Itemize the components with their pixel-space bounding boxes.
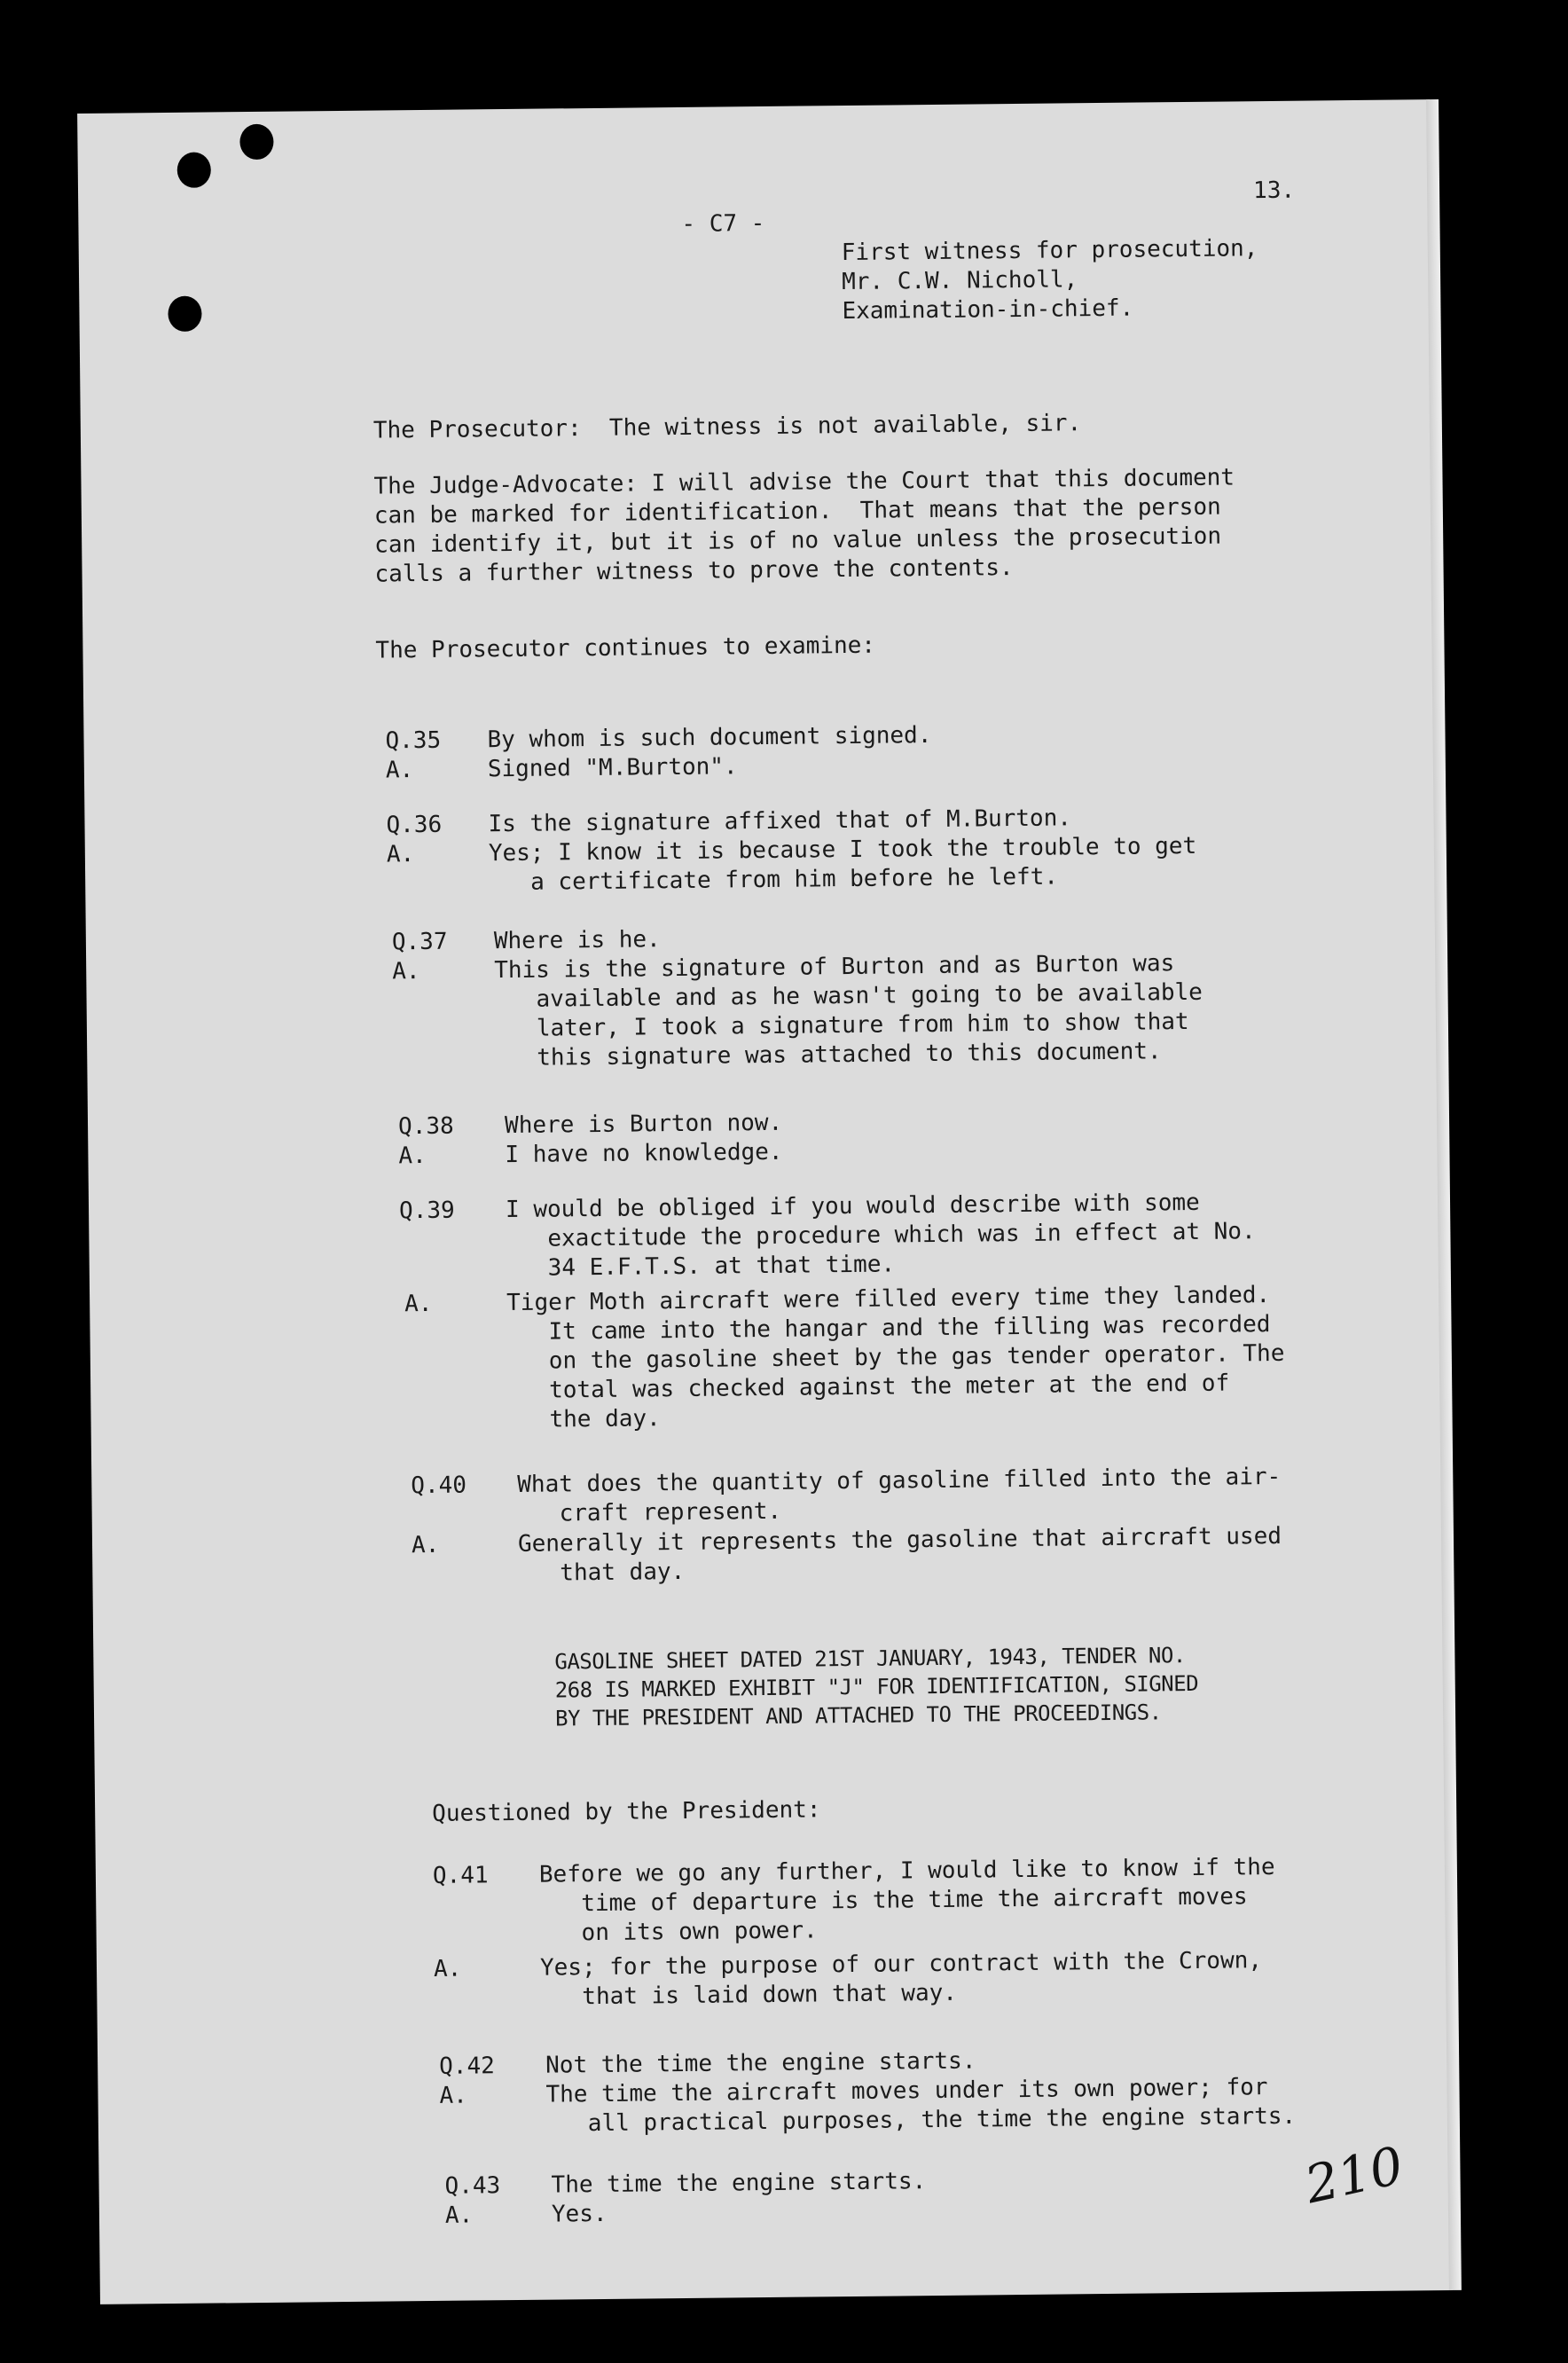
q-text: exactitude the procedure which was in effect at No. bbox=[506, 1218, 1256, 1253]
exhibit-line: GASOLINE SHEET DATED 21ST JANUARY, 1943, TENDER NO. bbox=[554, 1643, 1186, 1675]
a-text: I have no knowledge. bbox=[505, 1138, 783, 1169]
a-text: on the gasoline sheet by the gas tender operator. The bbox=[506, 1339, 1285, 1376]
a-text: that is laid down that way. bbox=[540, 1979, 958, 2011]
punch-hole-1 bbox=[239, 124, 273, 160]
page-number: 13. bbox=[1252, 177, 1296, 205]
a-label: A. bbox=[444, 2202, 474, 2229]
text-line: can be marked for identification. That means that the person bbox=[373, 493, 1221, 530]
q-label: Q.41 bbox=[432, 1862, 489, 1889]
handwritten-mark-text: 210 bbox=[1299, 2134, 1409, 2216]
q-text: By whom is such document signed. bbox=[487, 722, 932, 754]
a-label: A. bbox=[392, 958, 420, 985]
document-page bbox=[77, 99, 1453, 2304]
a-text: all practical purposes, the time the engine starts. bbox=[545, 2102, 1297, 2138]
a-text: the day. bbox=[507, 1405, 661, 1434]
president-heading: Questioned by the President: bbox=[432, 1796, 821, 1827]
handwritten-mark bbox=[1299, 2135, 1408, 2216]
q-text: I would be obliged if you would describe with some bbox=[505, 1189, 1200, 1224]
q-label: Q.38 bbox=[397, 1112, 454, 1141]
a-label: A. bbox=[411, 1531, 440, 1559]
a-text: this signature was attached to this document. bbox=[495, 1038, 1162, 1072]
q-text: Not the time the engine starts. bbox=[545, 2047, 976, 2079]
q-text: 34 E.F.T.S. at that time. bbox=[506, 1251, 896, 1283]
a-text: Signed "M.Burton". bbox=[487, 753, 738, 783]
q-label: Q.39 bbox=[398, 1197, 455, 1225]
q-text: Where is he. bbox=[493, 926, 661, 955]
q-text: craft represent. bbox=[517, 1497, 782, 1527]
continues-line: The Prosecutor continues to examine: bbox=[375, 632, 876, 664]
a-text: This is the signature of Burton and as Burton was bbox=[494, 950, 1175, 985]
punch-hole-3 bbox=[168, 296, 201, 332]
q-text: Before we go any further, I would like to know if the bbox=[538, 1854, 1275, 1888]
exhibit-line: 268 IS MARKED EXHIBIT "J" FOR IDENTIFICATION, SIGNED bbox=[554, 1670, 1199, 1703]
q-label: Q.40 bbox=[411, 1472, 467, 1500]
a-label: A. bbox=[433, 1955, 462, 1982]
a-label: A. bbox=[386, 841, 415, 868]
a-text: Yes. bbox=[551, 2200, 608, 2228]
witness-line: First witness for prosecution, bbox=[841, 235, 1258, 267]
witness-line: Examination-in-chief. bbox=[842, 294, 1134, 326]
punch-hole-2 bbox=[177, 152, 211, 187]
q-label: Q.43 bbox=[444, 2172, 501, 2200]
text-line: calls a further witness to prove the contents. bbox=[374, 554, 1014, 588]
exhibit-line: BY THE PRESIDENT AND ATTACHED TO THE PROCEEDINGS. bbox=[554, 1700, 1162, 1731]
q-text: What does the quantity of gasoline filled into the air- bbox=[517, 1463, 1282, 1498]
q-label: Q.42 bbox=[439, 2053, 495, 2080]
a-text: Yes; I know it is because I took the trouble to get bbox=[488, 832, 1197, 867]
a-label: A. bbox=[439, 2082, 468, 2109]
q-label: Q.37 bbox=[391, 928, 448, 956]
a-text: that day. bbox=[518, 1558, 686, 1587]
page-edge bbox=[1426, 99, 1462, 2290]
a-text: a certificate from him before he left. bbox=[489, 863, 1059, 897]
a-text: Yes; for the purpose of our contract with the Crown, bbox=[539, 1947, 1263, 1982]
q-text: Is the signature affixed that of M.Burton. bbox=[488, 805, 1072, 838]
a-text: later, I took a signature from him to show that bbox=[494, 1008, 1189, 1043]
q-text: Where is Burton now. bbox=[504, 1109, 783, 1140]
a-label: A. bbox=[404, 1290, 433, 1318]
witness-line: Mr. C.W. Nicholl, bbox=[841, 266, 1078, 296]
q-label: Q.35 bbox=[385, 726, 442, 755]
a-label: A. bbox=[385, 757, 414, 784]
a-text: Tiger Moth aircraft were filled every time they landed. bbox=[506, 1282, 1271, 1317]
text-line: can identify it, but it is of no value unless the prosecution bbox=[374, 522, 1222, 559]
q-text: time of departure is the time the aircraft moves bbox=[539, 1883, 1248, 1918]
text-line: The Judge-Advocate: I will advise the Court that this document bbox=[373, 464, 1235, 500]
a-text: total was checked against the meter at the end of bbox=[507, 1370, 1230, 1405]
a-text: Generally it represents the gasoline that aircraft used bbox=[517, 1522, 1282, 1558]
a-text: The time the aircraft moves under its own power; for bbox=[545, 2074, 1268, 2108]
q-text: on its own power. bbox=[539, 1917, 818, 1947]
prosecutor-line: The Prosecutor: The witness is not available, sir. bbox=[372, 410, 1082, 444]
q-label: Q.36 bbox=[386, 811, 443, 839]
a-text: available and as he wasn't going to be available bbox=[494, 978, 1203, 1014]
q-text: The time the engine starts. bbox=[551, 2168, 927, 2199]
a-label: A. bbox=[398, 1142, 427, 1170]
page-label: - C7 - bbox=[681, 209, 765, 238]
a-text: It came into the hangar and the filling was recorded bbox=[506, 1311, 1271, 1346]
